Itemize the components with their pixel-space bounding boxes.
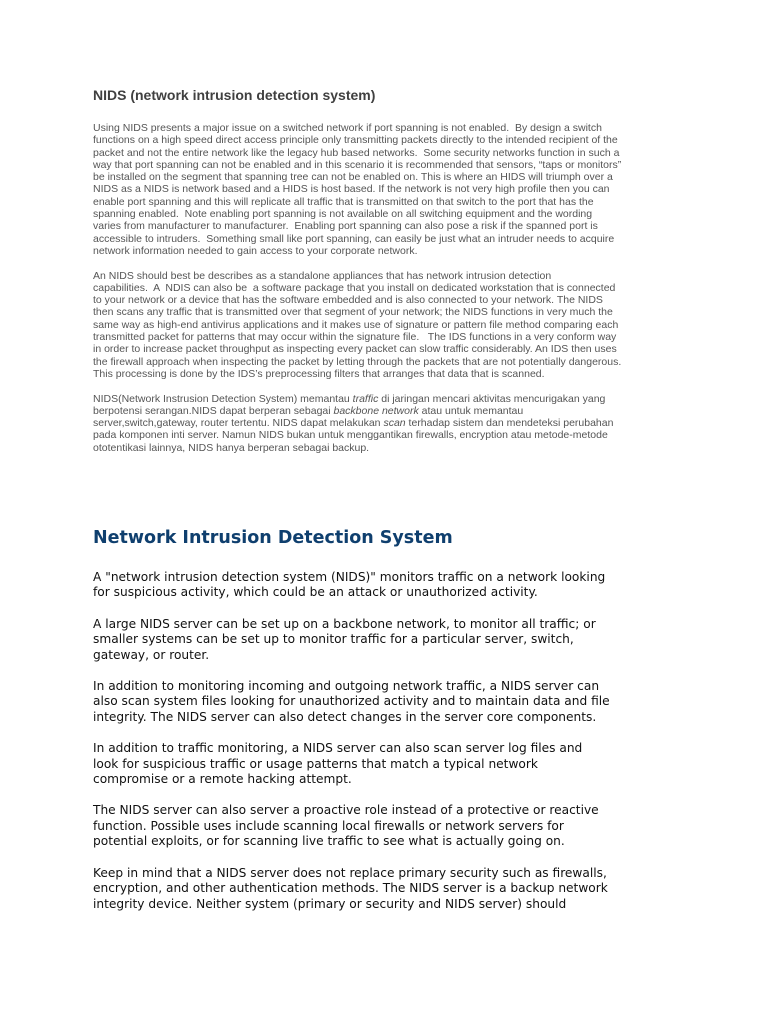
section-body-network-intrusion-detection-system bbox=[93, 570, 713, 928]
text-line: for suspicious activity, which could be an attack or unauthorized activity. bbox=[93, 585, 538, 600]
paragraph-system-files bbox=[93, 679, 713, 725]
text-line: enable port spanning and this will replicate all traffic that is transmitted on that switch to the port that has the bbox=[93, 195, 594, 208]
text-line: varies from manufacturer to manufacturer. Enabling port spanning can also pose a risk if the spanned port is bbox=[93, 220, 598, 233]
section-body-nids bbox=[93, 122, 693, 466]
italic-term: scan bbox=[383, 417, 406, 430]
text-line: Keep in mind that a NIDS server does not replace primary security such as firewalls, bbox=[93, 865, 607, 880]
text-line: then scans any traffic that is transmitted over that segment of your network; the NIDS functions in very much the bbox=[93, 306, 613, 319]
text-line: A large NIDS server can be set up on a backbone network, to monitor all traffic; or bbox=[93, 616, 596, 631]
text-span: berpotensi serangan.NIDS dapat berperan sebagai bbox=[93, 404, 334, 417]
text-line: Using NIDS presents a major issue on a switched network if port spanning is not enabled. By design a switch bbox=[93, 122, 602, 134]
text-line: transmitted packet for patterns that may occur within the signature file. The IDS functions in a very conform way bbox=[93, 331, 617, 344]
text-line: The NIDS server can also server a proactive role instead of a protective or reactive bbox=[93, 803, 599, 818]
paragraph-backbone bbox=[93, 617, 713, 663]
text-line: In addition to monitoring incoming and outgoing network traffic, a NIDS server can bbox=[93, 679, 600, 694]
paragraph-port-spanning bbox=[93, 122, 693, 257]
paragraph-standalone-appliance bbox=[93, 270, 693, 381]
text-line: packet and not the entire network like the legacy hub based networks. Some security networks function in such a bbox=[93, 146, 620, 159]
text-line: also scan system files looking for unauthorized activity and to maintain data and file bbox=[93, 694, 610, 709]
text-line: capabilities. A NDIS can also be a software package that you install on dedicated workstation that is connected bbox=[93, 281, 616, 294]
text-line: look for suspicious traffic or usage patterns that match a typical network bbox=[93, 756, 538, 771]
text-line: In addition to traffic monitoring, a NIDS server can also scan server log files and bbox=[93, 741, 583, 756]
text-line: functions on a high speed direct access principle only transmitting packets directly to the intended recipient of the bbox=[93, 134, 618, 147]
text-line: A "network intrusion detection system (NIDS)" monitors traffic on a network looking bbox=[93, 570, 606, 584]
text-line: integrity device. Neither system (primary or security and NIDS server) should bbox=[93, 896, 567, 911]
paragraph-proactive-role bbox=[93, 803, 713, 849]
text-line: NIDS as a NIDS is network based and a HIDS is host based. If the network is not very high profile then you can bbox=[93, 183, 610, 196]
italic-term: traffic bbox=[352, 392, 379, 405]
text-span: atau untuk memantau bbox=[418, 404, 524, 417]
text-line: pada komponen inti server. Namun NIDS bukan untuk menggantikan firewalls, encryption atau metode-metode bbox=[93, 429, 608, 442]
text-line: the firewall approach when inspecting the packet by letting through the packets that are not potentially dangerous. bbox=[93, 355, 622, 368]
text-line: way that port spanning can not be enabled and in this scenario it is recommended that sensors, “taps or monitors” bbox=[93, 158, 622, 171]
text-line: to your network or a device that has the software embedded and is also connected to your network. The NIDS bbox=[93, 294, 603, 307]
paragraph-log-files bbox=[93, 741, 713, 787]
text-line: in order to increase packet throughput as inspecting every packet can slow traffic considerably. An IDS then uses bbox=[93, 343, 617, 356]
text-line: An NIDS should best be describes as a standalone appliances that has network intrusion detection bbox=[93, 269, 552, 282]
text-line bbox=[93, 417, 693, 429]
italic-term: backbone network bbox=[333, 404, 419, 417]
section-title-nids: NIDS (network intrusion detection system) bbox=[93, 87, 376, 103]
paragraph-backup-device bbox=[93, 866, 713, 912]
text-span: di jaringan mencari aktivitas mencurigakan yang bbox=[378, 392, 606, 405]
text-line: be installed on the segment that spanning tree can not be enabled on. This is where an HIDS will triumph over a bbox=[93, 171, 613, 184]
paragraph-definition bbox=[93, 570, 713, 601]
text-line: gateway, or router. bbox=[93, 647, 210, 662]
paragraph-indonesian bbox=[93, 393, 693, 454]
text-line: This processing is done by the IDS’s preprocessing filters that arranges that data that is scanned. bbox=[93, 367, 545, 380]
section-title-network-intrusion-detection-system: Network Intrusion Detection System bbox=[93, 528, 453, 548]
text-line bbox=[93, 393, 693, 405]
text-line: spanning enabled. Note enabling port spanning is not available on all switching equipment and the wording bbox=[93, 208, 593, 221]
text-line: smaller systems can be set up to monitor traffic for a particular server, switch, bbox=[93, 632, 574, 647]
text-line: potential exploits, or for scanning live traffic to see what is actually going on. bbox=[93, 834, 565, 849]
text-line: accessible to intruders. Something small like port spanning, can easily be just what an intruder needs to acquire bbox=[93, 232, 615, 245]
text-line: integrity. The NIDS server can also detect changes in the server core components. bbox=[93, 709, 597, 724]
text-line: ototentikasi lainnya, NIDS hanya berperan sebagai backup. bbox=[93, 441, 370, 454]
text-line: function. Possible uses include scanning local firewalls or network servers for bbox=[93, 818, 564, 833]
text-line: compromise or a remote hacking attempt. bbox=[93, 772, 352, 787]
text-span: terhadap sistem dan mendeteksi perubahan bbox=[405, 417, 614, 430]
text-line bbox=[93, 405, 693, 417]
text-line: encryption, and other authentication methods. The NIDS server is a backup network bbox=[93, 881, 608, 896]
text-line: network information needed to gain access to your corporate network. bbox=[93, 244, 418, 257]
text-span: NIDS(Network Instrusion Detection System) memantau bbox=[93, 392, 353, 405]
text-span: server,switch,gateway, router tertentu. NIDS dapat melakukan bbox=[93, 417, 384, 430]
text-line: same way as high-end antivirus applications and it makes use of signature or pattern file method comparing each bbox=[93, 318, 619, 331]
